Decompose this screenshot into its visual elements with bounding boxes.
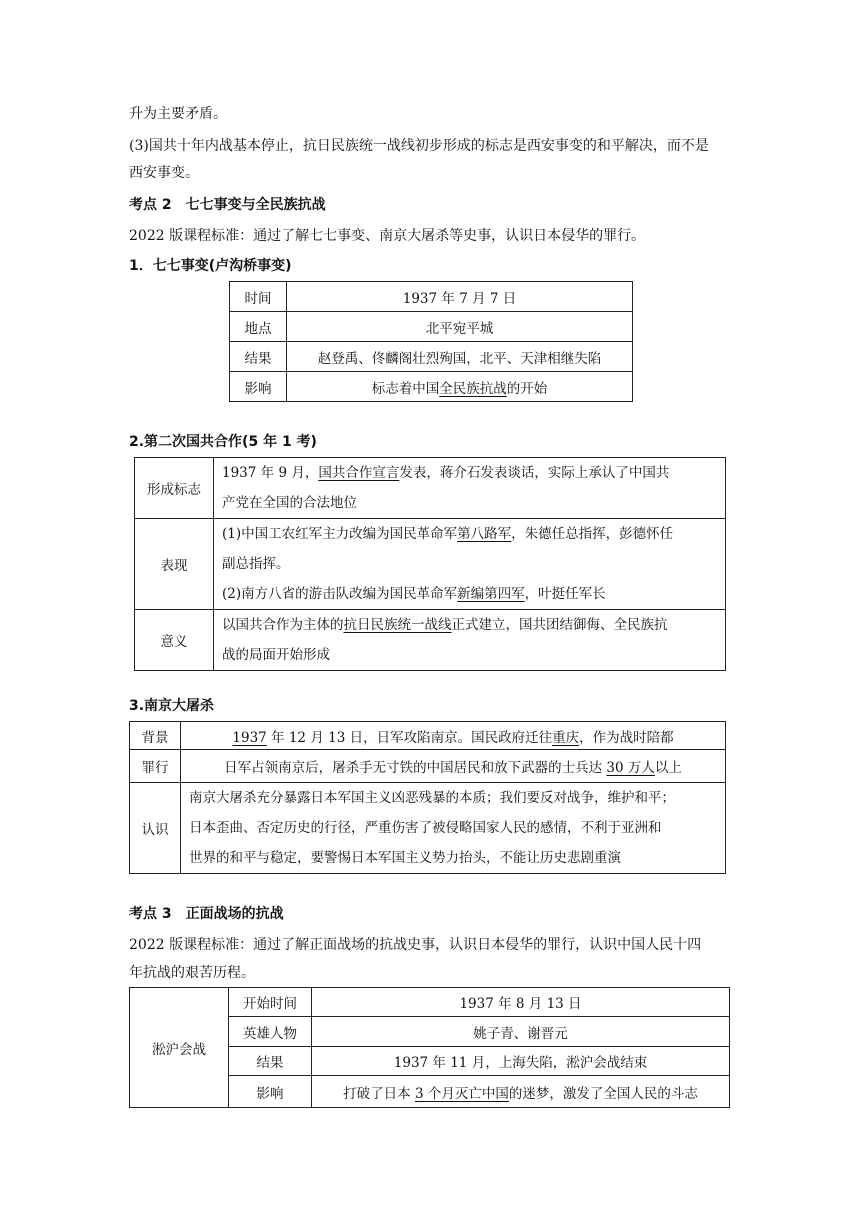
battle-name: 淞沪会战	[130, 988, 229, 1108]
row-label: 地点	[230, 312, 287, 342]
row-value: 标志着中国全民族抗战的开始	[287, 372, 633, 402]
point3-heading: 考点 3 正面战场的抗战	[129, 906, 284, 922]
intro-line-2: (3)国共十年内战基本停止，抗日民族统一战线初步形成的标志是西安事变的和平解决，而不是	[129, 138, 709, 154]
row-value: (1)中国工农红军主力改编为国民革命军第八路军，朱德任总指挥，彭德怀任 副总指挥。 (2)南方八省的游击队改编为国民革命军新编第四军，叶挺任军长	[214, 519, 726, 610]
row-value: 日军占领南京后，屠杀手无寸铁的中国居民和放下武器的士兵达 30 万人以上	[181, 750, 726, 783]
row-label: 英雄人物	[229, 1017, 312, 1047]
key-term: 重庆	[552, 729, 580, 746]
row-label: 影响	[229, 1076, 312, 1108]
row-label: 结果	[229, 1047, 312, 1076]
key-term: 30 万人	[606, 760, 655, 776]
section1-title: 1．七七事变(卢沟桥事变)	[129, 258, 292, 274]
key-term: 第八路军	[457, 526, 512, 542]
row-value: 1937 年 12 月 13 日，日军攻陷南京。国民政府迁往重庆，作为战时陪都	[181, 722, 726, 750]
row-label: 结果	[230, 342, 287, 372]
key-term: 1937	[232, 729, 267, 746]
section2-title: 2.第二次国共合作(5 年 1 考)	[129, 434, 317, 450]
table-second-cooperation	[134, 457, 726, 671]
row-value: 北平宛平城	[287, 312, 633, 342]
row-label: 形成标志	[135, 458, 214, 519]
point2-heading: 考点 2 七七事变与全民族抗战	[129, 197, 326, 213]
point2-standard: 2022 版课程标准：通过了解七七事变、南京大屠杀等史事，认识日本侵华的罪行。	[129, 228, 646, 244]
row-label: 开始时间	[229, 988, 312, 1017]
row-label: 时间	[230, 282, 287, 312]
row-label: 表现	[135, 519, 214, 610]
table-july7-incident	[229, 281, 633, 402]
intro-line-1: 升为主要矛盾。	[129, 106, 227, 122]
table-nanjing-massacre	[129, 721, 726, 874]
key-term: 3 个月灭亡中国	[414, 1085, 509, 1102]
row-value: 以国共合作为主体的抗日民族统一战线正式建立，国共团结御侮、全民族抗 战的局面开始形成	[214, 610, 726, 671]
intro-line-3: 西安事变。	[129, 165, 199, 181]
row-value: 南京大屠杀充分暴露日本军国主义凶恶残暴的本质；我们要反对战争，维护和平； 日本歪曲、否定历史的行径，严重伤害了被侵略国家人民的感情，不利于亚洲和 世界的和平与稳定，要警惕日本军国主义势力抬头，不能让历史悲剧重演	[181, 783, 726, 874]
section3-title: 3.南京大屠杀	[129, 698, 215, 714]
key-term: 抗日民族统一战线	[343, 617, 452, 633]
row-label: 意义	[135, 610, 214, 671]
row-value: 1937 年 8 月 13 日	[312, 988, 730, 1017]
row-value: 1937 年 11 月，上海失陷，淞沪会战结束	[312, 1047, 730, 1076]
row-value: 打破了日本 3 个月灭亡中国的迷梦，激发了全国人民的斗志	[312, 1076, 730, 1108]
row-label: 影响	[230, 372, 287, 402]
row-value: 1937 年 9 月，国共合作宣言发表，蒋介石发表谈话，实际上承认了中国共 产党在全国的合法地位	[214, 458, 726, 519]
row-label: 背景	[130, 722, 181, 750]
row-label: 罪行	[130, 750, 181, 783]
row-value: 1937 年 7 月 7 日	[287, 282, 633, 312]
point3-standard-2: 年抗战的艰苦历程。	[129, 965, 255, 981]
row-value: 姚子青、谢晋元	[312, 1017, 730, 1047]
key-term: 国共合作宣言	[318, 465, 400, 481]
key-term: 新编第四军	[457, 586, 525, 602]
point3-standard-1: 2022 版课程标准：通过了解正面战场的抗战史事，认识日本侵华的罪行，认识中国人民十四	[129, 937, 702, 953]
key-term: 全民族抗战	[439, 380, 507, 397]
row-label: 认识	[130, 783, 181, 874]
row-value: 赵登禹、佟麟阁壮烈殉国，北平、天津相继失陷	[287, 342, 633, 372]
table-songhu-battle	[129, 987, 730, 1108]
